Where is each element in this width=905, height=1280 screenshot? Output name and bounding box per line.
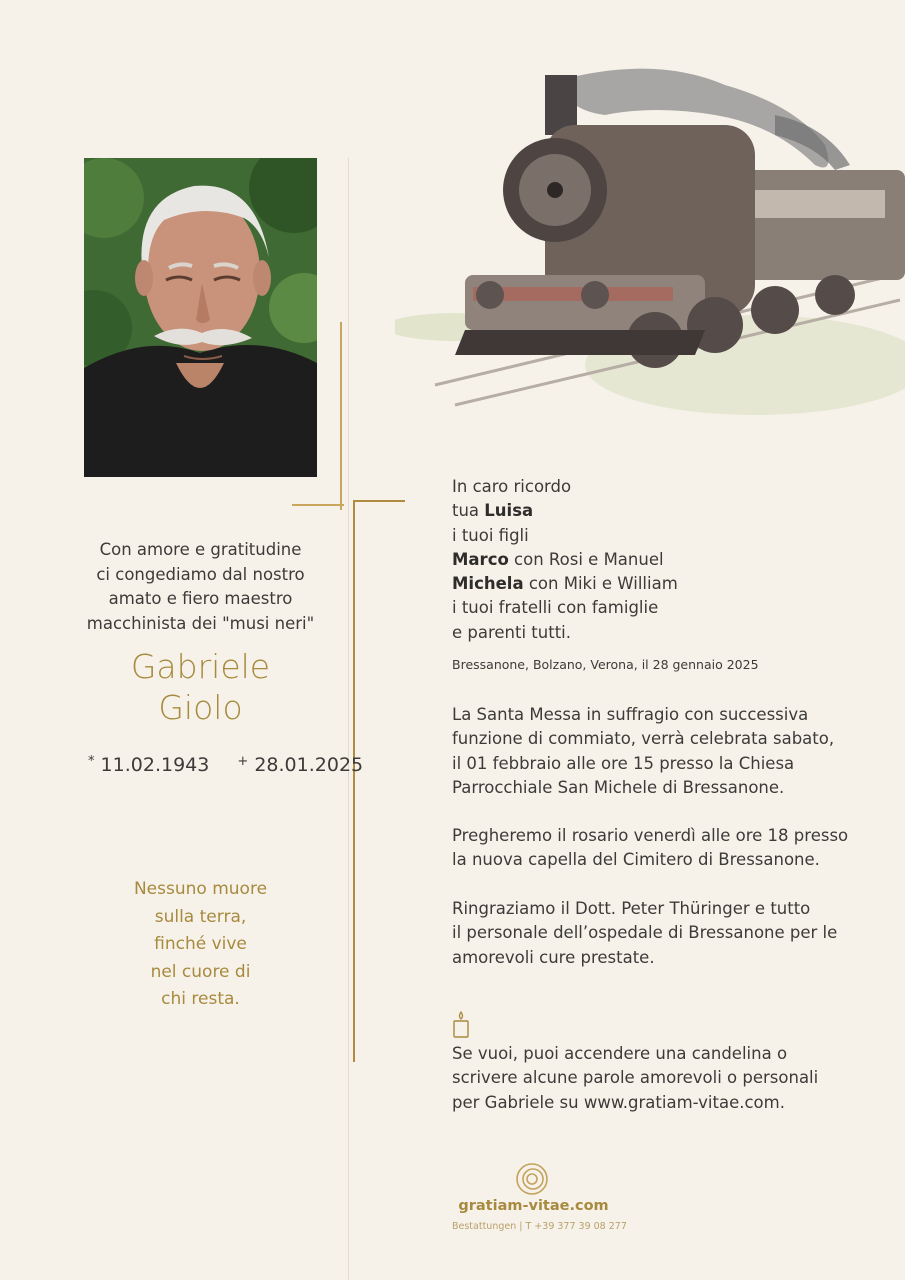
quote-line: sulla terra, <box>154 906 247 927</box>
family-line: i tuoi fratelli con famiglie <box>452 598 659 618</box>
quote-line: finché vive <box>154 934 247 954</box>
intro-line: amato e fiero maestro <box>108 589 293 608</box>
rosary-line: la nuova capella del Cimitero di Bressanone. <box>452 850 820 870</box>
family-list <box>452 475 678 645</box>
footer-contact: Bestattungen | T +39 377 39 08 277 <box>452 1221 627 1232</box>
thanks-line: amorevoli cure prestate. <box>452 947 655 967</box>
column-divider <box>348 158 349 1280</box>
candle-line: per Gabriele su www.gratiam-vitae.com. <box>452 1092 785 1112</box>
footer-site: gratiam-vitae.com <box>458 1198 609 1214</box>
candle-info <box>452 1042 818 1115</box>
place-date: Bressanone, Bolzano, Verona, il 28 gennaio 2025 <box>452 657 759 672</box>
family-line: e parenti tutti. <box>452 622 572 642</box>
family-prefix: tua <box>452 501 485 521</box>
rosary-line: Pregheremo il rosario venerdì alle ore 18 presso <box>452 826 849 845</box>
first-name: Gabriele <box>130 647 271 686</box>
intro-line: ci congediamo dal nostro <box>96 564 305 584</box>
quote-line: Nessuno muore <box>133 879 268 899</box>
family-name: Marco <box>452 549 509 569</box>
last-name: Giolo <box>158 688 243 727</box>
thanks-info <box>452 897 837 970</box>
death-date: 28.01.2025 <box>254 754 364 776</box>
family-name: Luisa <box>484 501 534 521</box>
deceased-name <box>84 646 317 728</box>
rosary-info <box>452 824 848 873</box>
cross-line <box>292 504 344 506</box>
family-rest: con Miki e William <box>523 574 678 594</box>
quote-line: nel cuore di <box>150 961 251 982</box>
birth-symbol: * <box>88 754 95 769</box>
candle-line: Se vuoi, puoi accendere una candelina o <box>452 1044 788 1063</box>
cross-line <box>353 500 405 502</box>
candle-line: scrivere alcune parole amorevoli o personali <box>452 1068 819 1088</box>
intro-line: macchinista dei "musi neri" <box>86 613 315 633</box>
family-name: Michela <box>452 574 524 594</box>
portrait-photo <box>84 158 317 477</box>
death-date-group <box>237 754 363 776</box>
mass-line: La Santa Messa in suffragio con successiva <box>452 705 809 724</box>
thanks-line: il personale dell’ospedale di Bressanone per le <box>452 923 838 943</box>
family-line <box>452 572 678 596</box>
train-illustration <box>395 55 905 470</box>
life-dates <box>88 754 364 776</box>
mass-line: Parrocchiale San Michele di Bressanone. <box>452 777 785 797</box>
family-line <box>452 499 678 523</box>
candle-icon <box>452 1011 470 1038</box>
mass-line: il 01 febbraio alle ore 15 presso la Chiesa <box>452 753 795 773</box>
mass-line: funzione di commiato, verrà celebrata sabato, <box>452 729 835 749</box>
family-rest: con Rosi e Manuel <box>508 549 664 569</box>
mass-info <box>452 703 834 800</box>
birth-date-group <box>88 754 209 776</box>
cross-line <box>353 502 355 1062</box>
cross-line <box>340 322 342 510</box>
family-line: i tuoi figli <box>452 525 529 545</box>
gratiam-vitae-logo-icon <box>515 1162 549 1196</box>
intro-line: Con amore e gratitudine <box>99 540 302 559</box>
intro-text <box>84 538 317 636</box>
death-symbol: + <box>237 754 249 769</box>
birth-date: 11.02.1943 <box>100 754 210 776</box>
family-line: In caro ricordo <box>452 477 572 496</box>
thanks-line: Ringraziamo il Dott. Peter Thüringer e tutto <box>452 899 811 918</box>
memorial-quote <box>84 876 317 1014</box>
family-line <box>452 548 678 572</box>
quote-line: chi resta. <box>161 989 240 1009</box>
